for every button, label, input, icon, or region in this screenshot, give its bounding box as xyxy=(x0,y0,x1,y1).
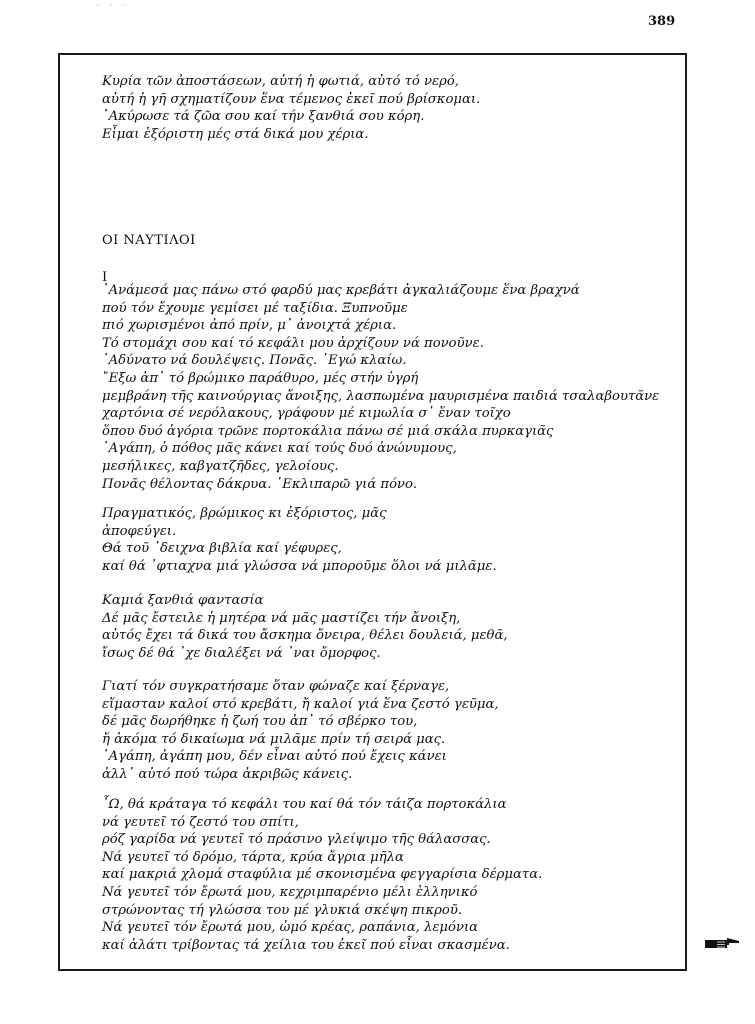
poem-line: ὅπου δυό ἀγόρια τρῶνε πορτοκάλια πάνω σέ μιά σκάλα πυρκαγιᾶς xyxy=(102,423,554,439)
poem-line: καί θά ᾿φτιαχνα μιά γλώσσα νά μποροῦμε ὅλοι νά μιλᾶμε. xyxy=(102,558,497,574)
poem-line: Δέ μᾶς ἔστειλε ἡ μητέρα νά μᾶς μαστίζει τήν ἄνοιξη, xyxy=(102,610,461,626)
poem-line: νά γευτεῖ τό ζεστό του σπίτι, xyxy=(102,814,299,830)
poem-line: ἤ ἀκόμα τό δικαίωμα νά μιλᾶμε πρίν τή σειρά μας. xyxy=(102,731,446,747)
stanza-3 xyxy=(102,592,508,662)
poem-line: ᾿Ανάμεσά μας πάνω στό φαρδύ μας κρεβάτι ἀγκαλιάζουμε ἕνα βραχνά xyxy=(102,283,580,298)
stanza-1 xyxy=(102,282,659,493)
poem-line: μεμβράνη τῆς καινούργιας ἄνοιξης, λασπωμένα μαυρισμένα παιδιά τσαλαβουτᾶνε xyxy=(102,388,660,404)
poem-line: μεσήλικες, καβγατζῆδες, γελοίους. xyxy=(102,458,339,474)
poem-line: ἀλλ᾿ αὐτό πού τώρα ἀκριβῶς κάνεις. xyxy=(102,766,353,782)
poem-line: πού τόν ἔχουμε γεμίσει μέ ταξίδια. Ξυπνοῦμε xyxy=(102,300,408,316)
poem-line: Τό στομάχι σου καί τό κεφάλι μου ἀρχίζουν νά πονοῦνε. xyxy=(102,335,484,351)
poem-line: αὐτός ἔχει τά δικά του ἄσκημα ὄνειρα, θέλει δουλειά, μεθᾶ, xyxy=(102,628,508,644)
poem-line: εἴμασταν καλοί στό κρεβάτι, ἤ καλοί γιά ἕνα ζεστό γεῦμα, xyxy=(102,696,499,712)
poem-line: ῏Ω, θά κράταγα τό κεφάλι του καί θά τόν τάιζα πορτοκάλια xyxy=(102,797,507,812)
opening-stanza xyxy=(102,73,480,143)
poem-line: ᾿Αγάπη, ἀγάπη μου, δέν εἶναι αὐτό πού ἔχεις κάνει xyxy=(102,749,447,765)
poem-line: καί ἁλάτι τρίβοντας τά χείλια του ἐκεῖ πού εἶναι σκασμένα. xyxy=(102,937,510,953)
poem-line: ᾿Ακύρωσε τά ζῶα σου καί τήν ξανθιά σου κόρη. xyxy=(102,109,425,125)
poem-line: Πραγματικός, βρώμικος κι ἐξόριστος, μᾶς xyxy=(102,506,387,521)
poem-line: ᾿Αγάπη, ὁ πόθος μᾶς κάνει καί τούς δυό ἀνώνυμους, xyxy=(102,441,457,457)
poem-line: δέ μᾶς δωρήθηκε ἡ ζωή του ἀπ᾿ τό σβέρκο του, xyxy=(102,714,418,730)
stanza-2 xyxy=(102,505,497,575)
poem-line: Κυρία τῶν ἀποστάσεων, αὐτή ἡ φωτιά, αὐτό τό νερό, xyxy=(102,74,459,89)
poem-line: αὐτή ἡ γῆ σχηματίζουν ἕνα τέμενος ἐκεῖ πού βρίσκομαι. xyxy=(102,91,481,107)
poem-line: ῎Εξω ἀπ᾿ τό βρώμικο παράθυρο, μές στήν ὑγρή xyxy=(102,370,419,386)
pointing-hand-icon xyxy=(705,936,741,950)
poem-line: ᾿Αδύνατο νά δουλέψεις. Πονᾶς. ᾿Εγώ κλαίω. xyxy=(102,353,407,369)
poem-line: στρώνοντας τή γλώσσα του μέ γλυκιά σκέψη πικροῦ. xyxy=(102,902,463,918)
poem-line: ρόζ γαρίδα νά γευτεῖ τό πράσινο γλείψιμο τῆς θάλασσας. xyxy=(102,832,491,848)
page-number: 389 xyxy=(648,14,676,29)
poem-line: πιό χωρισμένοι ἀπό πρίν, μ᾿ ἀνοιχτά χέρια. xyxy=(102,318,397,334)
poem-line: Νά γευτεῖ τόν ἔρωτά μου, κεχριμπαρένιο μέλι ἑλληνικό xyxy=(102,884,478,900)
stanza-5 xyxy=(102,796,542,954)
poem-line: Νά γευτεῖ τό δρόμο, τάρτα, κρύα ἄγρια μῆλα xyxy=(102,849,404,865)
poem-line: Εἶμαι ἐξόριστη μές στά δικά μου χέρια. xyxy=(102,126,369,142)
poem-line: καί μακριά χλομά σταφύλια μέ σκονισμένα φεγγαρίσια δέρματα. xyxy=(102,867,543,883)
section-number: Ι xyxy=(102,270,108,285)
poem-line: Θά τοῦ ᾿δειχνα βιβλία καί γέφυρες, xyxy=(102,541,342,557)
poem-line: Καμιά ξανθιά φαντασία xyxy=(102,593,264,608)
poem-line: Γιατί τόν συγκρατήσαμε ὅταν φώναζε καί ξέρναγε, xyxy=(102,679,450,694)
poem-line: ἀποφεύγει. xyxy=(102,523,177,539)
poem-line: Πονᾶς θέλοντας δάκρυα. ᾿Εκλιπαρῶ γιά πόνο. xyxy=(102,476,418,492)
stanza-4 xyxy=(102,678,499,784)
poem-line: Νά γευτεῖ τόν ἔρωτά μου, ὠμό κρέας, ραπάνια, λεμόνια xyxy=(102,920,479,936)
poem-title: ΟΙ ΝΑΥΤΙΛΟΙ xyxy=(102,233,196,248)
scan-dots: · · · xyxy=(96,1,131,11)
poem-line: ἴσως δέ θά ᾿χε διαλέξει νά ᾿ναι ὄμορφος. xyxy=(102,645,381,661)
poem-line: χαρτόνια σέ νερόλακους, γράφουν μέ κιμωλία σ᾿ ἕναν τοῖχο xyxy=(102,406,511,422)
